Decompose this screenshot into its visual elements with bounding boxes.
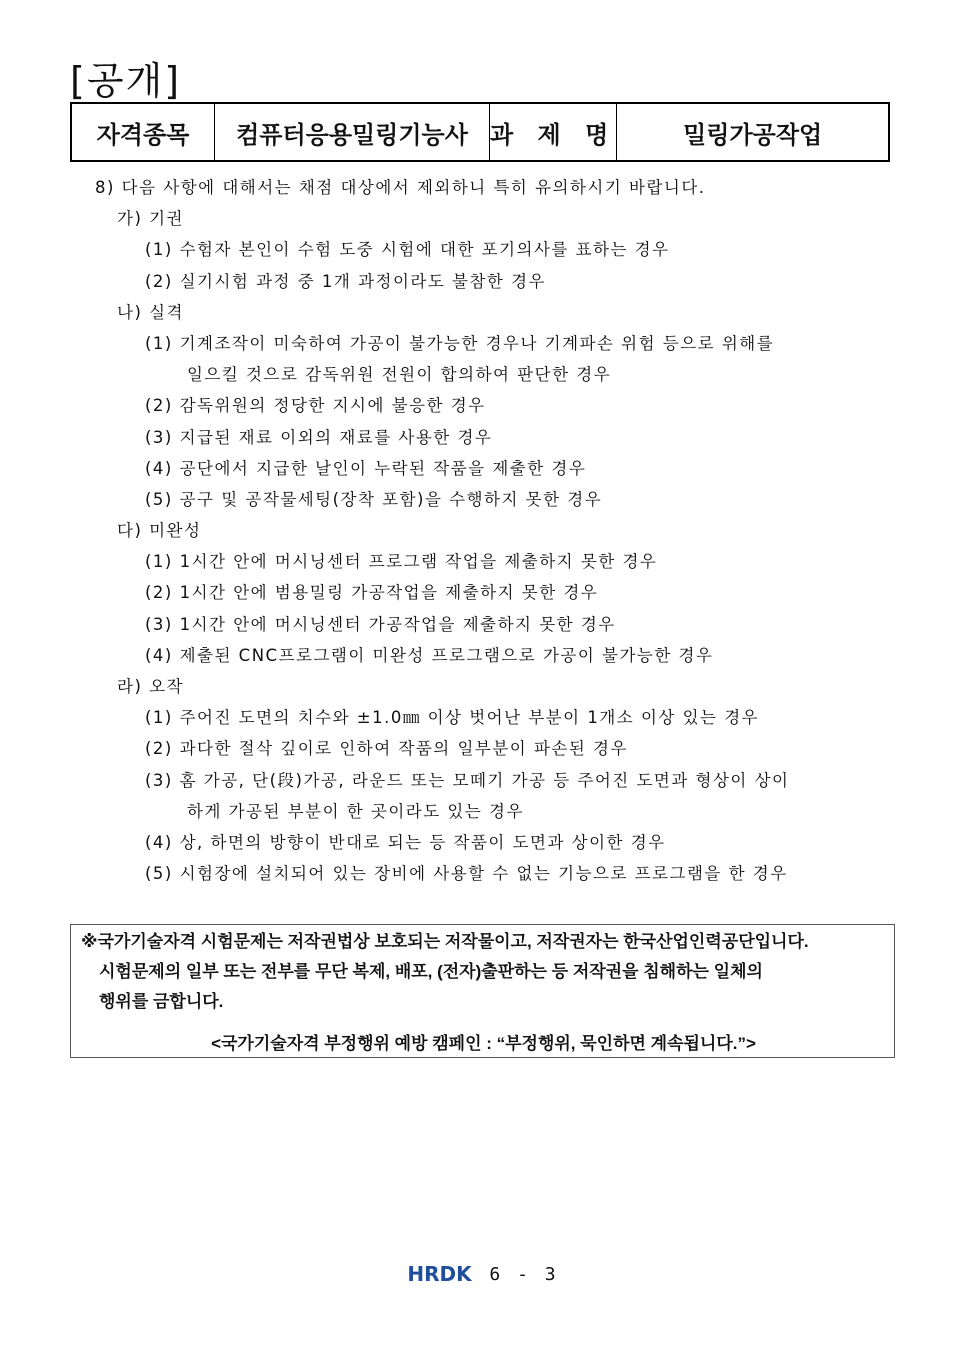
- rules-intro: 8) 다음 사항에 대해서는 채점 대상에서 제외하니 특히 유의하시기 바랍니다.: [95, 178, 706, 197]
- notice-line-3: 행위를 금합니다.: [99, 992, 224, 1011]
- task-value: 밀링가공작업: [617, 103, 889, 161]
- rule-item: (2) 감독위원의 정당한 지시에 불응한 경우: [145, 396, 486, 416]
- public-badge: [공개]: [70, 59, 182, 103]
- group-title: 가) 기권: [117, 209, 184, 229]
- campaign-text: <국가기술자격 부정행위 예방 캠페인 : “부정행위, 묵인하면 계속됩니다.”>: [211, 1034, 756, 1053]
- rule-item: (5) 공구 및 공작물세팅(장착 포함)을 수행하지 못한 경우: [145, 489, 603, 509]
- rule-item: (2) 1시간 안에 범용밀링 가공작업을 제출하지 못한 경우: [145, 583, 599, 603]
- rule-item: (1) 주어진 도면의 치수와 ±1.0㎜ 이상 벗어난 부분이 1개소 이상 있는 경우: [145, 708, 760, 728]
- page-number: 6 - 3: [489, 1263, 559, 1285]
- rule-item: (3) 지급된 재료 이외의 재료를 사용한 경우: [145, 427, 493, 447]
- rule-item: (1) 기계조작이 미숙하여 가공이 불가능한 경우나 기계파손 위험 등으로 위해를: [145, 333, 775, 353]
- rule-item: (2) 실기시험 과정 중 1개 과정이라도 불참한 경우: [145, 271, 546, 291]
- rule-item: (3) 1시간 안에 머시닝센터 가공작업을 제출하지 못한 경우: [145, 614, 616, 634]
- notice-line-2: 시험문제의 일부 또는 전부를 무단 복제, 배포, (전자)출판하는 등 저작권을 침해하는 일체의: [99, 962, 763, 981]
- field-value: 컴퓨터응용밀링기능사: [215, 103, 490, 161]
- rule-item: (1) 수험자 본인이 수험 도중 시험에 대한 포기의사를 표하는 경우: [145, 240, 670, 260]
- exam-header-table: [70, 102, 890, 162]
- copyright-notice: [70, 924, 895, 1058]
- rule-item: (2) 과다한 절삭 깊이로 인하여 작품의 일부분이 파손된 경우: [145, 739, 628, 759]
- rule-item-continuation: 일으킬 것으로 감독위원 전원이 합의하여 판단한 경우: [187, 365, 612, 385]
- notice-line-1: ※국가기술자격 시험문제는 저작권법상 보호되는 저작물이고, 저작권자는 한국산업인력공단입니다.: [81, 932, 809, 951]
- rule-item: (5) 시험장에 설치되어 있는 장비에 사용할 수 없는 기능으로 프로그램을 한 경우: [145, 864, 788, 884]
- rule-item: (4) 공단에서 지급한 날인이 누락된 작품을 제출한 경우: [145, 458, 587, 478]
- group-title: 나) 실격: [117, 302, 184, 322]
- rule-item-continuation: 하게 가공된 부분이 한 곳이라도 있는 경우: [187, 801, 524, 821]
- field-label: 자격종목: [71, 103, 215, 161]
- rule-item: (1) 1시간 안에 머시닝센터 프로그램 작업을 제출하지 못한 경우: [145, 552, 658, 572]
- group-title: 다) 미완성: [117, 521, 202, 541]
- rule-item: (4) 제출된 CNC프로그램이 미완성 프로그램으로 가공이 불가능한 경우: [145, 645, 714, 665]
- rule-item: (4) 상, 하면의 방향이 반대로 되는 등 작품이 도면과 상이한 경우: [145, 832, 666, 852]
- hrdk-logo: HRDK: [407, 1262, 472, 1286]
- task-label: 과 제 명: [490, 103, 617, 161]
- group-title: 라) 오작: [117, 677, 184, 696]
- page-footer: [0, 1262, 966, 1286]
- rule-item: (3) 홈 가공, 단(段)가공, 라운드 또는 모떼기 가공 등 주어진 도면과 형상이 상이: [145, 770, 790, 790]
- exclusion-rules: [95, 172, 905, 889]
